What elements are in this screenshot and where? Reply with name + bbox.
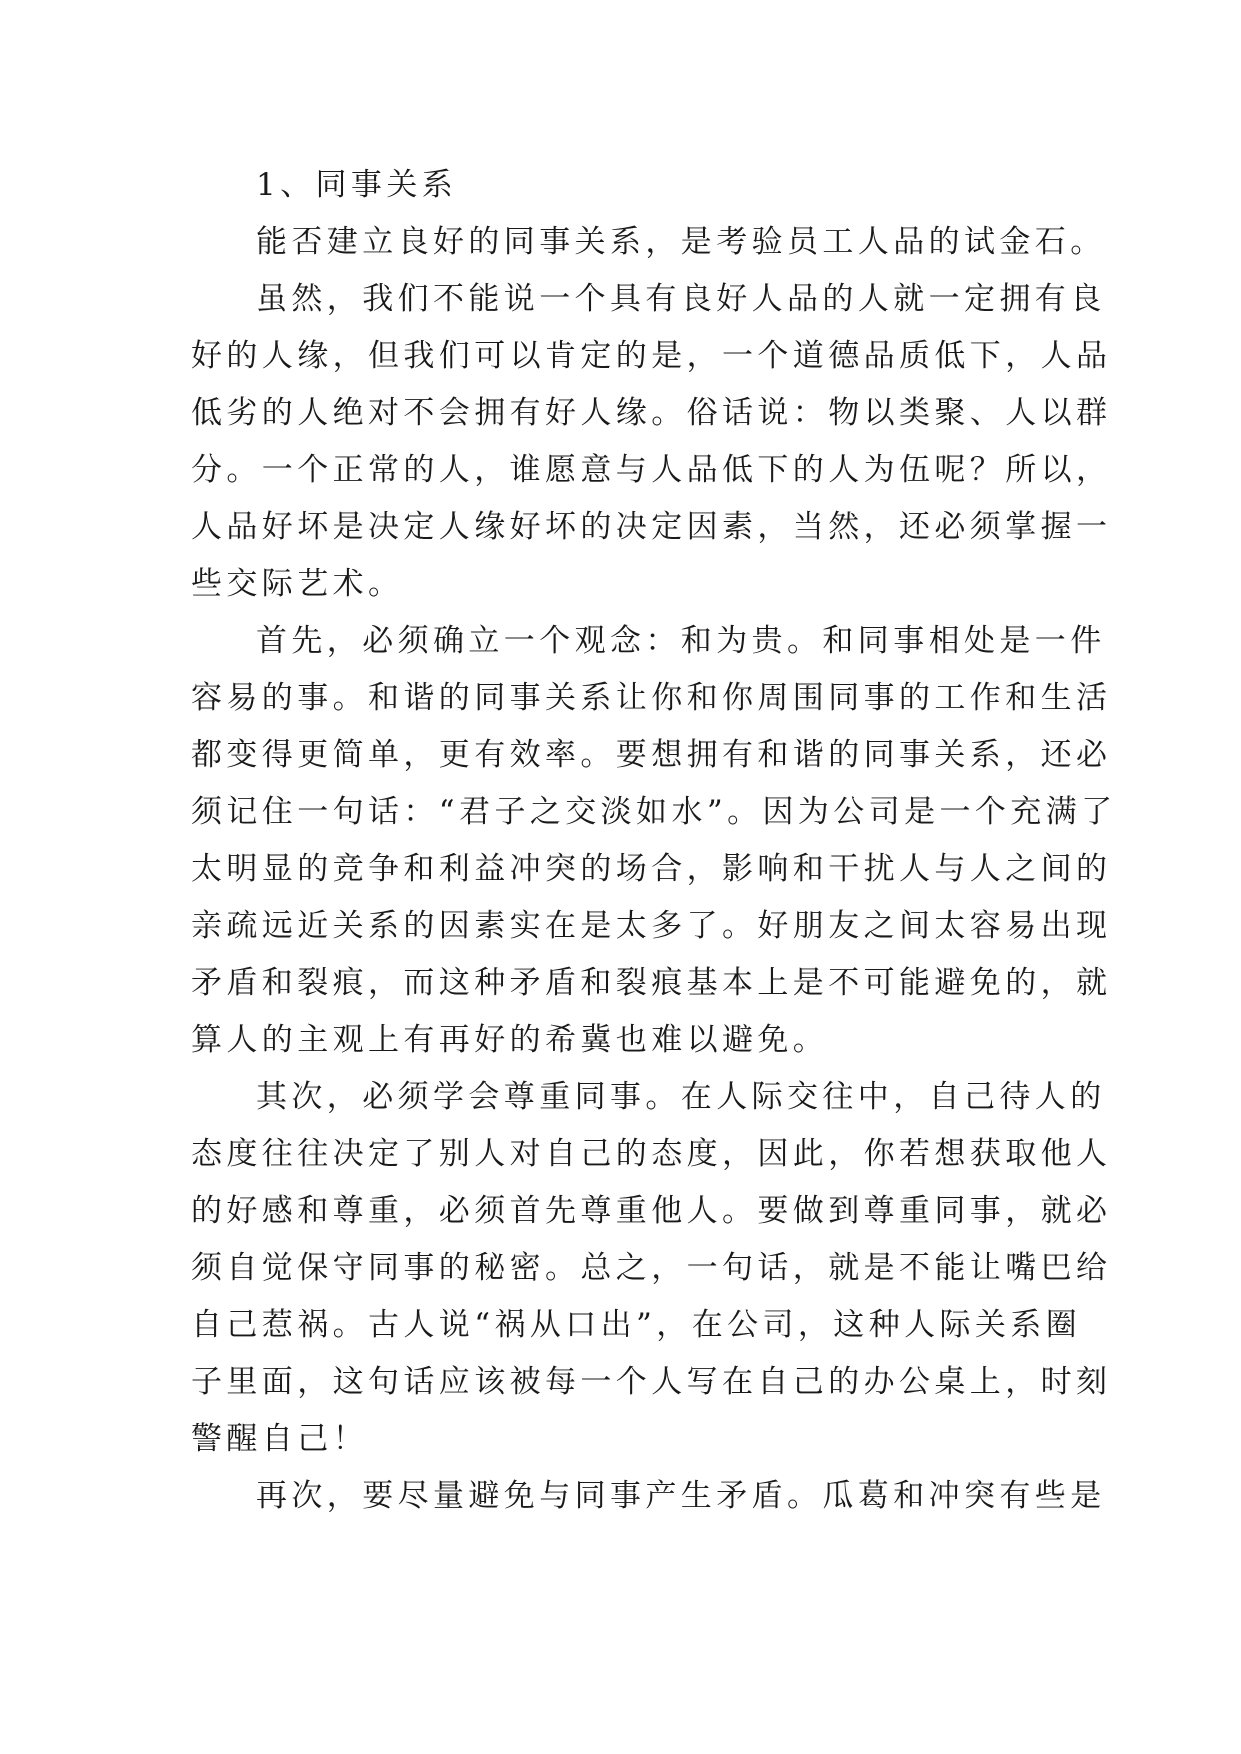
- text-line: 算人的主观上有再好的希冀也难以避免。: [191, 1022, 829, 1058]
- text-line: 矛盾和裂痕，而这种矛盾和裂痕基本上是不可能避免的，就: [191, 965, 1112, 1001]
- text-line: 子里面，这句话应该被每一个人写在自己的办公桌上，时刻: [191, 1364, 1112, 1400]
- text-line: 自己惹祸。古人说“祸从口出”，在公司，这种人际关系圈: [191, 1307, 1082, 1343]
- section-heading: 1、同事关系: [256, 167, 458, 203]
- text-line: 低劣的人绝对不会拥有好人缘。俗话说：物以类聚、人以群: [191, 395, 1112, 431]
- text-line: 其次，必须学会尊重同事。在人际交往中，自己待人的: [256, 1079, 1106, 1115]
- text-line: 须自觉保守同事的秘密。总之，一句话，就是不能让嘴巴给: [191, 1250, 1112, 1286]
- text-line: 须记住一句话：“君子之交淡如水”。因为公司是一个充满了: [191, 794, 1117, 830]
- text-line: 好的人缘，但我们可以肯定的是，一个道德品质低下，人品: [191, 338, 1112, 374]
- text-line: 些交际艺术。: [191, 566, 404, 602]
- text-line: 都变得更简单，更有效率。要想拥有和谐的同事关系，还必: [191, 737, 1112, 773]
- text-line: 的好感和尊重，必须首先尊重他人。要做到尊重同事，就必: [191, 1193, 1112, 1229]
- text-line: 虽然，我们不能说一个具有良好人品的人就一定拥有良: [256, 281, 1106, 317]
- text-line: 态度往往决定了别人对自己的态度，因此，你若想获取他人: [191, 1136, 1112, 1172]
- text-line: 能否建立良好的同事关系，是考验员工人品的试金石。: [256, 224, 1106, 260]
- text-line: 容易的事。和谐的同事关系让你和你周围同事的工作和生活: [191, 680, 1112, 716]
- text-line: 分。一个正常的人，谁愿意与人品低下的人为伍呢？所以，: [191, 452, 1112, 488]
- text-line: 人品好坏是决定人缘好坏的决定因素，当然，还必须掌握一: [191, 509, 1112, 545]
- text-line: 再次，要尽量避免与同事产生矛盾。瓜葛和冲突有些是: [256, 1478, 1106, 1514]
- text-line: 警醒自己！: [191, 1421, 368, 1457]
- text-line: 太明显的竞争和利益冲突的场合，影响和干扰人与人之间的: [191, 851, 1112, 887]
- text-line: 亲疏远近关系的因素实在是太多了。好朋友之间太容易出现: [191, 908, 1112, 944]
- text-line: 首先，必须确立一个观念：和为贵。和同事相处是一件: [256, 623, 1106, 659]
